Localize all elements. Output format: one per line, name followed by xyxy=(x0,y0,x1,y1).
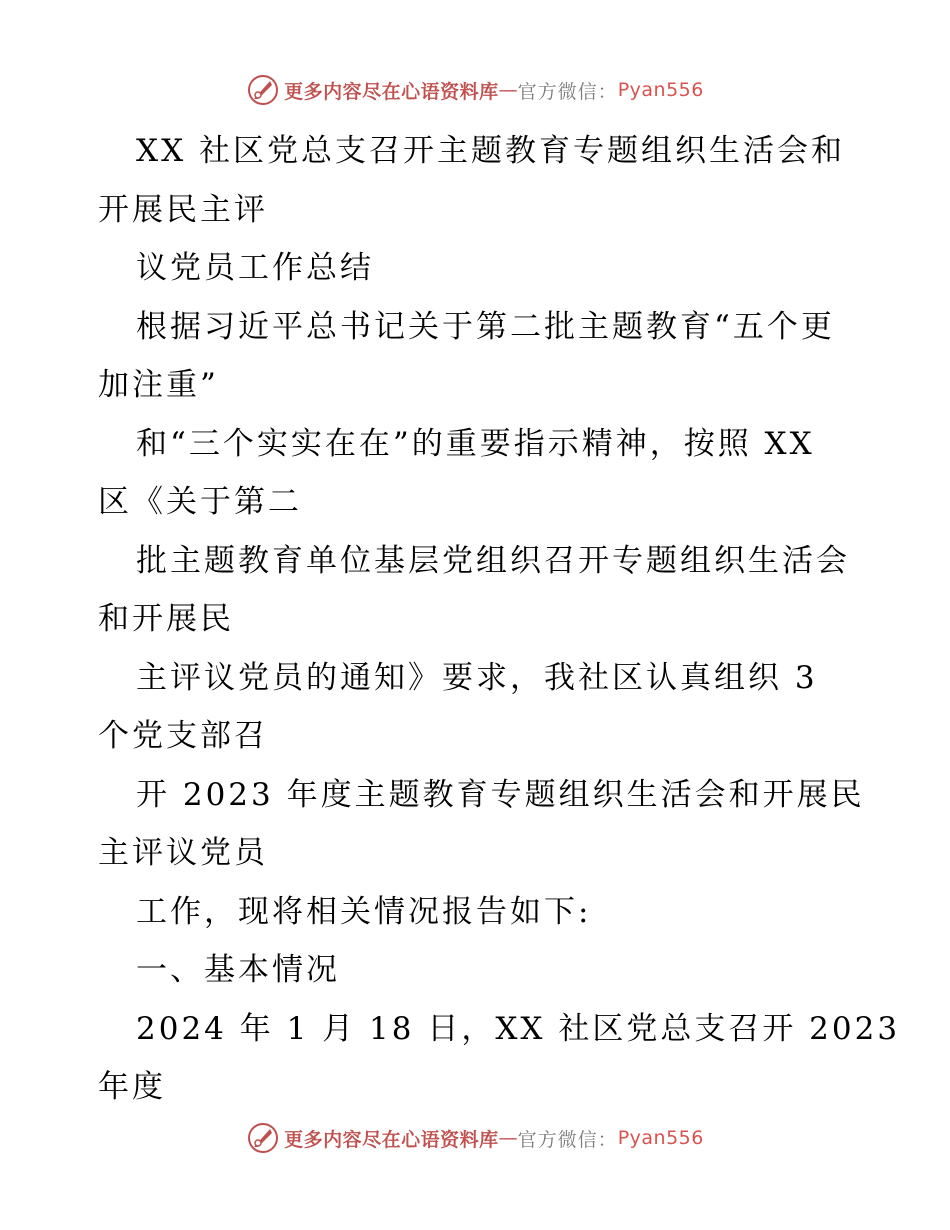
text-line: 批主题教育单位基层党组织召开专题组织生活会 xyxy=(136,542,850,579)
document-body xyxy=(98,122,901,1117)
text-line: 年度 xyxy=(98,1069,166,1105)
text-line: 区《关于第二 xyxy=(98,484,302,520)
text-line: 2024 年 1 月 18 日，XX 社区党总支召开 2023 xyxy=(136,1010,901,1047)
header-watermark xyxy=(0,70,950,110)
watermark-title: 更多内容尽在心语资料库 xyxy=(284,1128,499,1151)
watermark-subtitle: 官方微信： xyxy=(517,1128,618,1151)
text-line: 主评议党员 xyxy=(98,835,268,871)
text-line: 开展民主评 xyxy=(98,191,268,228)
watermark-dash: — xyxy=(498,79,518,101)
text-line: 议党员工作总结 xyxy=(136,250,374,286)
text-line: 根据习近平总书记关于第二批主题教育“五个更 xyxy=(136,308,835,345)
text-line: 和开展民 xyxy=(98,601,234,637)
footer-watermark xyxy=(0,1118,950,1158)
watermark-subtitle: 官方微信： xyxy=(517,80,618,103)
text-line: 一、基本情况 xyxy=(136,952,340,988)
text-line: 加注重” xyxy=(98,367,219,403)
watermark-dash: — xyxy=(498,1127,518,1149)
quill-logo-icon xyxy=(246,1121,280,1155)
text-line: XX 社区党总支召开主题教育专题组织生活会和 xyxy=(136,133,845,169)
watermark-wechat-id: Pyan556 xyxy=(617,79,704,101)
quill-logo-icon xyxy=(246,73,280,107)
text-line: 和“三个实实在在”的重要指示精神，按照 XX xyxy=(136,425,815,462)
text-line: 主评议党员的通知》要求，我社区认真组织 3 xyxy=(136,659,818,696)
text-line: 工作，现将相关情况报告如下: xyxy=(136,893,592,930)
text-line: 开 2023 年度主题教育专题组织生活会和开展民 xyxy=(136,776,865,813)
text-line: 个党支部召 xyxy=(98,718,268,754)
watermark-title: 更多内容尽在心语资料库 xyxy=(284,80,499,103)
watermark-wechat-id: Pyan556 xyxy=(617,1127,704,1149)
